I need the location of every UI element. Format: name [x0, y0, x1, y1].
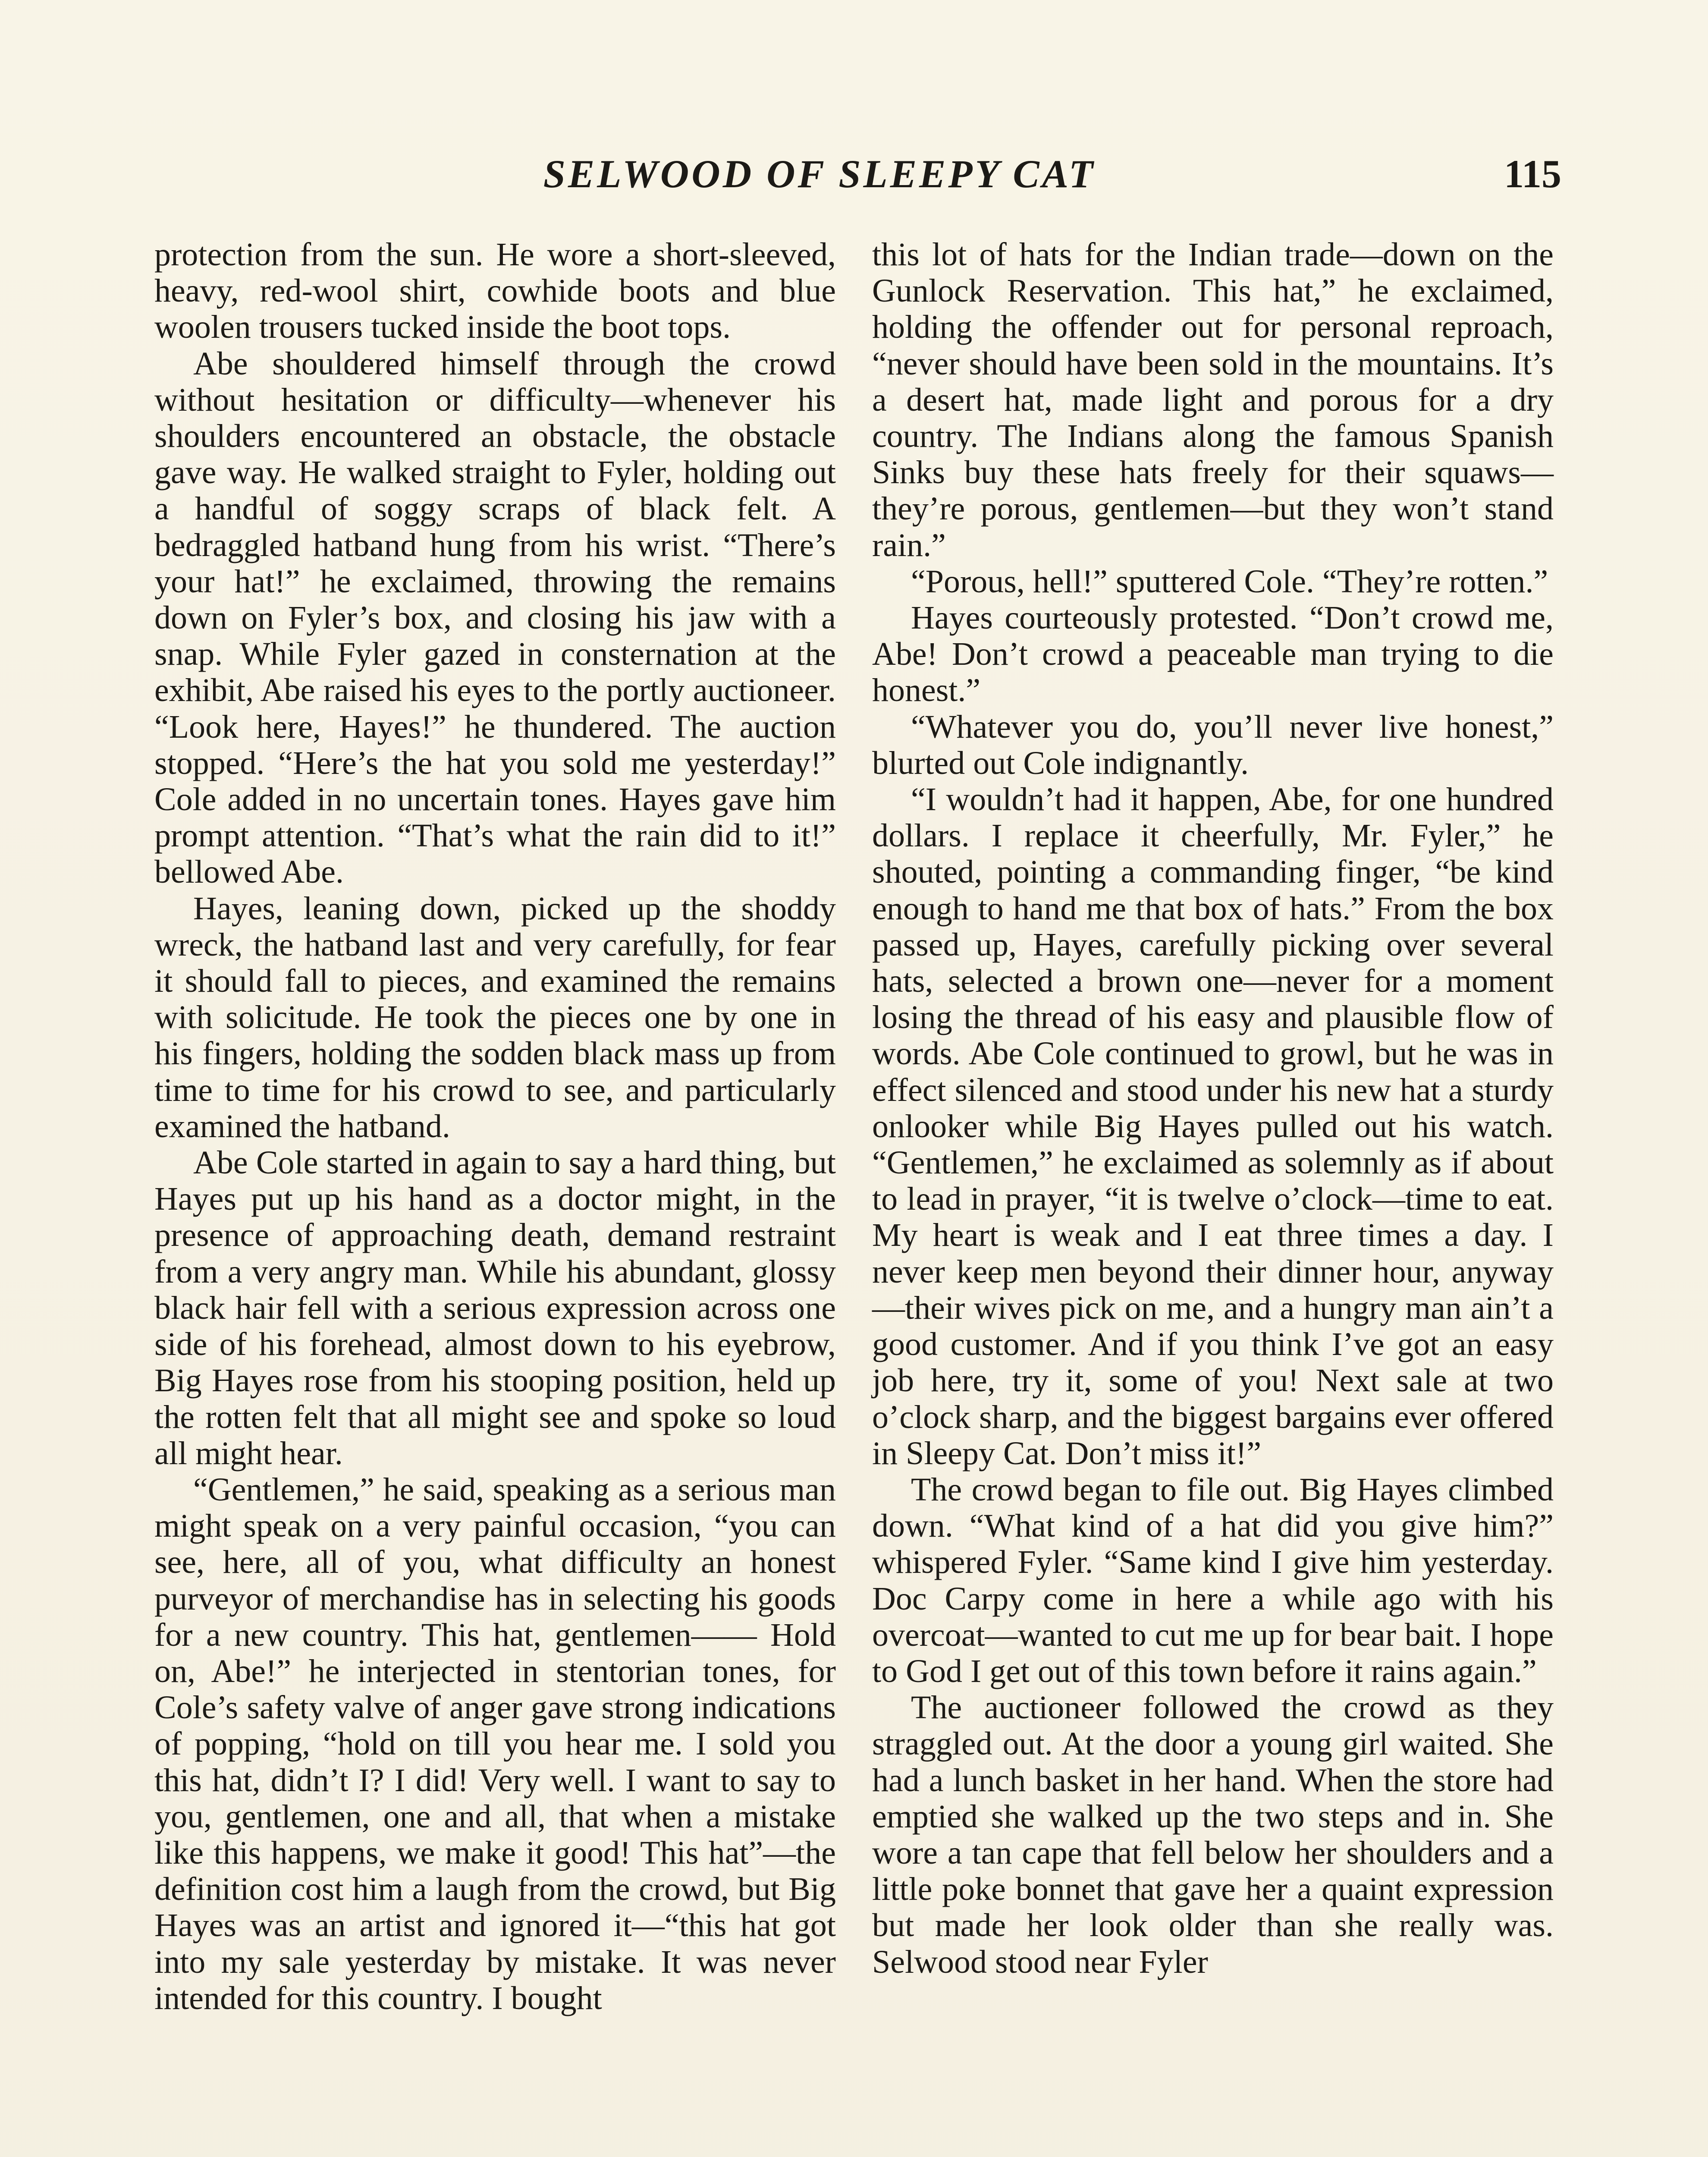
paragraph: Hayes, leaning down, picked up the shoddy wreck, the hatband last and very carefully, for fear it should fall to pieces, and examined the remains with solicitude. He took the pieces one by one in his fingers, holding the sodden black mass up from time to time for his crowd to see, and particularly examined the hatband. [154, 890, 836, 1145]
paragraph: “Porous, hell!” sputtered Cole. “They’re rotten.” [911, 563, 1548, 600]
paragraph: The auctioneer followed the crowd as they straggled out. At the door a young girl waited. She had a lunch basket in her hand. When the store had emptied she walked up the two steps and in. She wore a tan cape that fell below her shoulders and a little poke bonnet that gave her a quaint expression but made her look older than she really was. Selwood stood near Fyler [872, 1689, 1554, 1980]
paragraph: Abe shouldered himself through the crowd without hesitation or difficulty—whenever his shoulders encountered an obstacle, the obstacle gave way. He walked straight to Fyler, holding out a handful of soggy scraps of black felt. A bedraggled hatband hung from his wrist. “There’s your hat!” he exclaimed, throwing the remains down on Fyler’s box, and closing his jaw with a snap. While Fyler gazed in consternation at the exhibit, Abe raised his eyes to the portly auctioneer. “Look here, Hayes!” he thundered. The auction stopped. “Here’s the hat you sold me yesterday!” Cole added in no uncertain tones. Hayes gave him prompt attention. “That’s what the rain did to it!” bellowed Abe. [154, 345, 836, 890]
paragraph: “Whatever you do, you’ll never live honest,” blurted out Cole indignantly. [872, 708, 1554, 781]
paragraph: this lot of hats for the Indian trade—down on the Gunlock Reservation. This hat,” he exclaimed, holding the offender out for personal reproach, “never should have been sold in the mountains. It’s a desert hat, made light and porous for a dry country. The Indians along the famous Spanish Sinks buy these hats freely for their squaws—they’re porous, gentlemen—but they won’t stand rain.” [872, 236, 1554, 563]
paragraph: “I wouldn’t had it happen, Abe, for one hundred dollars. I replace it cheerfully, Mr. Fyler,” he shouted, pointing a commanding finger, “be kind enough to hand me that box of hats.” From the box passed up, Hayes, carefully picking over several hats, selected a brown one—never for a moment losing the thread of his easy and plausible flow of words. Abe Cole continued to growl, but he was in effect silenced and stood under his new hat a sturdy onlooker while Big Hayes pulled out his watch. “Gentlemen,” he exclaimed as solemnly as if about to lead in prayer, “it is twelve o’clock—time to eat. My heart is weak and I eat three times a day. I never keep men beyond their dinner hour, anyway—their wives pick on me, and a hungry man ain’t a good customer. And if you think I’ve got an easy job here, try it, some of you! Next sale at two o’clock sharp, and the biggest bargains ever offered in Sleepy Cat. Don’t miss it!” [872, 781, 1554, 1472]
paragraph: “Gentlemen,” he said, speaking as a serious man might speak on a very painful occasion, “you can see, here, all of you, what difficulty an honest purveyor of merchandise has in selecting his goods for a new country. This hat, gentlemen—— Hold on, Abe!” he interjected in stentorian tones, for Cole’s safety valve of anger gave strong indications of popping, “hold on till you hear me. I sold you this hat, didn’t I? I did! Very well. I want to say to you, gentlemen, one and all, that when a mistake like this happens, we make it good! This hat”—the definition cost him a laugh from the crowd, but Big Hayes was an artist and ignored it—“this hat got into my sale yesterday by mistake. It was never intended for this country. I bought [154, 1471, 836, 2016]
page-number: 115 [1504, 152, 1561, 196]
left-column [154, 236, 836, 2016]
running-title: SELWOOD OF SLEEPY CAT [543, 152, 1096, 196]
paragraph: Abe Cole started in again to say a hard thing, but Hayes put up his hand as a doctor might, in the presence of approaching death, demand restraint from a very angry man. While his abundant, glossy black hair fell with a serious expression across one side of his forehead, almost down to his eyebrow, Big Hayes rose from his stooping position, held up the rotten felt that all might see and spoke so loud all might hear. [154, 1145, 836, 1472]
paragraph: The crowd began to file out. Big Hayes climbed down. “What kind of a hat did you give him?” whispered Fyler. “Same kind I give him yesterday. Doc Carpy come in here a while ago with his overcoat—wanted to cut me up for bear bait. I hope to God I get out of this town before it rains again.” [872, 1471, 1554, 1689]
paragraph: protection from the sun. He wore a short-sleeved, heavy, red-wool shirt, cowhide boots and blue woolen trousers tucked inside the boot tops. [154, 236, 836, 346]
right-column [872, 236, 1554, 1980]
paragraph: Hayes courteously protested. “Don’t crowd me, Abe! Don’t crowd a peaceable man trying to die honest.” [872, 600, 1554, 709]
